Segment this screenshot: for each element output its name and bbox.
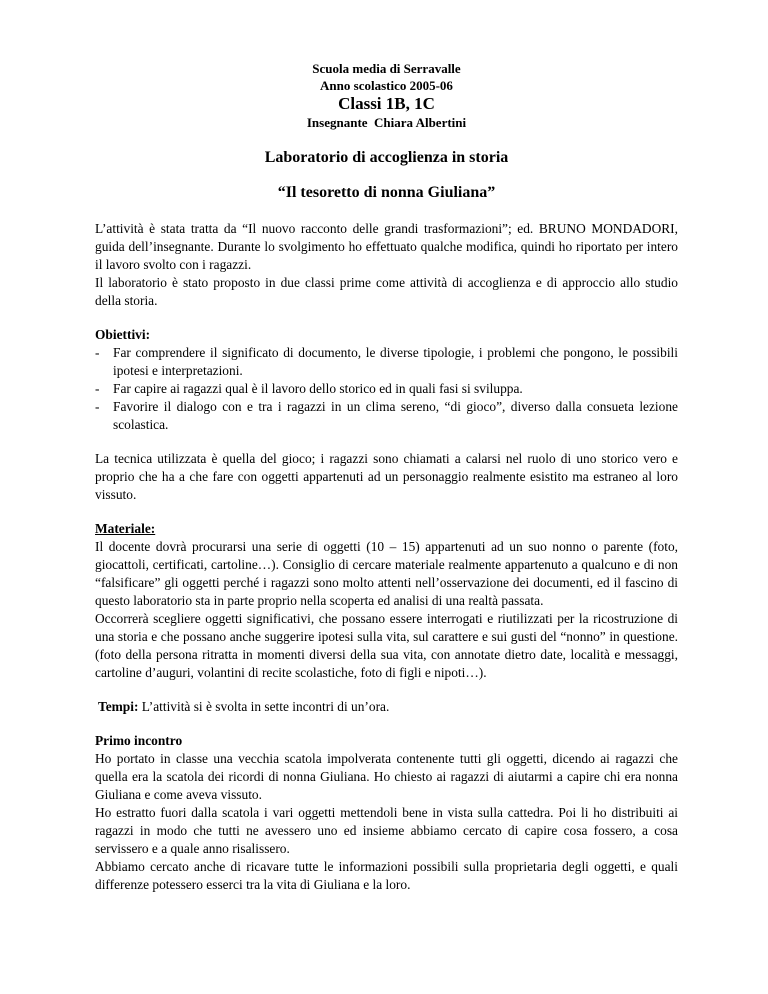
obiettivi-heading: Obiettivi: — [95, 327, 151, 342]
materiale-heading: Materiale: — [95, 521, 156, 536]
list-item — [95, 344, 678, 380]
tempi-text: L’attività si è svolta in sette incontri di un’ora. — [138, 699, 390, 714]
teacher-name: Insegnante Chiara Albertini — [306, 115, 467, 130]
obiettivi-section — [95, 326, 678, 434]
dash-bullet: - — [95, 381, 100, 396]
document-subtitle: “Il tesoretto di nonna Giuliana” — [277, 184, 496, 201]
dash-bullet: - — [95, 345, 100, 360]
intro-paragraph: Il laboratorio è stato proposto in due classi prime come attività di accoglienza e di approccio allo studio della storia. — [95, 275, 678, 308]
intro-section — [95, 220, 678, 310]
classes-label: Classi 1B, 1C — [338, 94, 435, 113]
school-name: Scuola media di Serravalle — [312, 61, 461, 76]
list-item — [95, 398, 678, 434]
tecnica-section — [95, 450, 678, 504]
primo-incontro-paragraph: Ho portato in classe una vecchia scatola impolverata contenente tutti gli oggetti, dicendo ai ragazzi che quella era la scatola dei ricordi di nonna Giuliana. Ho chiesto ai ragazzi di aiutarmi a capire chi era nonna Giuliana e come aveva vissuto. — [95, 751, 678, 802]
tecnica-paragraph: La tecnica utilizzata è quella del gioco; i ragazzi sono chiamati a calarsi nel ruolo di uno storico vero e proprio che ha a che fare con oggetti appartenuti ad un personaggio realmente esistito ma estraneo al loro vissuto. — [95, 451, 678, 502]
tempi-label: Tempi: — [98, 699, 139, 714]
tempi-section — [95, 698, 678, 716]
document-header — [95, 60, 678, 131]
primo-incontro-paragraph: Abbiamo cercato anche di ricavare tutte le informazioni possibili sulla proprietaria degli oggetti, e quali differenze potessero esserci tra la vita di Giuliana e la loro. — [95, 859, 678, 892]
document-title: Laboratorio di accoglienza in storia — [264, 149, 509, 166]
obiettivi-list — [95, 344, 678, 434]
document-page — [95, 60, 678, 894]
list-item — [95, 380, 678, 398]
obiettivo-text: Favorire il dialogo con e tra i ragazzi in un clima sereno, “di gioco”, diverso dalla consueta lezione scolastica. — [113, 399, 678, 432]
materiale-paragraph: Occorrerà scegliere oggetti significativi, che possano essere interrogati e riutilizzati per la ricostruzione di una storia e che possano anche suggerire ipotesi sulla vita, sul carattere e sui gusti del “nonno” in questione. (foto della persona ritratta in momenti diversi della sua vita, con annotate dietro date, località e messaggi, cartoline d’auguri, volantini di recite scolastiche, foto di figli e nipoti…). — [95, 611, 678, 680]
primo-incontro-heading: Primo incontro — [95, 733, 183, 748]
obiettivo-text: Far comprendere il significato di documento, le diverse tipologie, i problemi che pongono, le possibili ipotesi e interpretazioni. — [113, 345, 678, 378]
school-year: Anno scolastico 2005-06 — [320, 78, 453, 93]
primo-incontro-section — [95, 732, 678, 894]
obiettivo-text: Far capire ai ragazzi qual è il lavoro dello storico ed in quali fasi si sviluppa. — [113, 381, 523, 396]
dash-bullet: - — [95, 399, 100, 414]
intro-paragraph: L’attività è stata tratta da “Il nuovo racconto delle grandi trasformazioni”; ed. BRUNO MONDADORI, guida dell’insegnante. Durante lo svolgimento ho effettuato qualche modifica, quindi ho riportato per intero il lavoro svolto con i ragazzi. — [95, 221, 678, 272]
materiale-section — [95, 520, 678, 682]
materiale-paragraph: Il docente dovrà procurarsi una serie di oggetti (10 – 15) appartenuti ad un suo nonno o parente (foto, giocattoli, certificati, cartoline…). Consiglio di cercare materiale realmente appartenuto a qualcuno e di non “falsificare” gli oggetti perché i ragazzi sono molto attenti nell’osservazione dei documenti, ed il fascino di questo laboratorio sta in parte proprio nella scoperta ed analisi di una realtà passata. — [95, 539, 678, 608]
primo-incontro-paragraph: Ho estratto fuori dalla scatola i vari oggetti mettendoli bene in vista sulla cattedra. Poi li ho distribuiti ai ragazzi in modo che tutti ne avessero uno ed insieme abbiamo cercato di capire cosa fossero, a cosa servissero e a quale anno risalissero. — [95, 805, 678, 856]
